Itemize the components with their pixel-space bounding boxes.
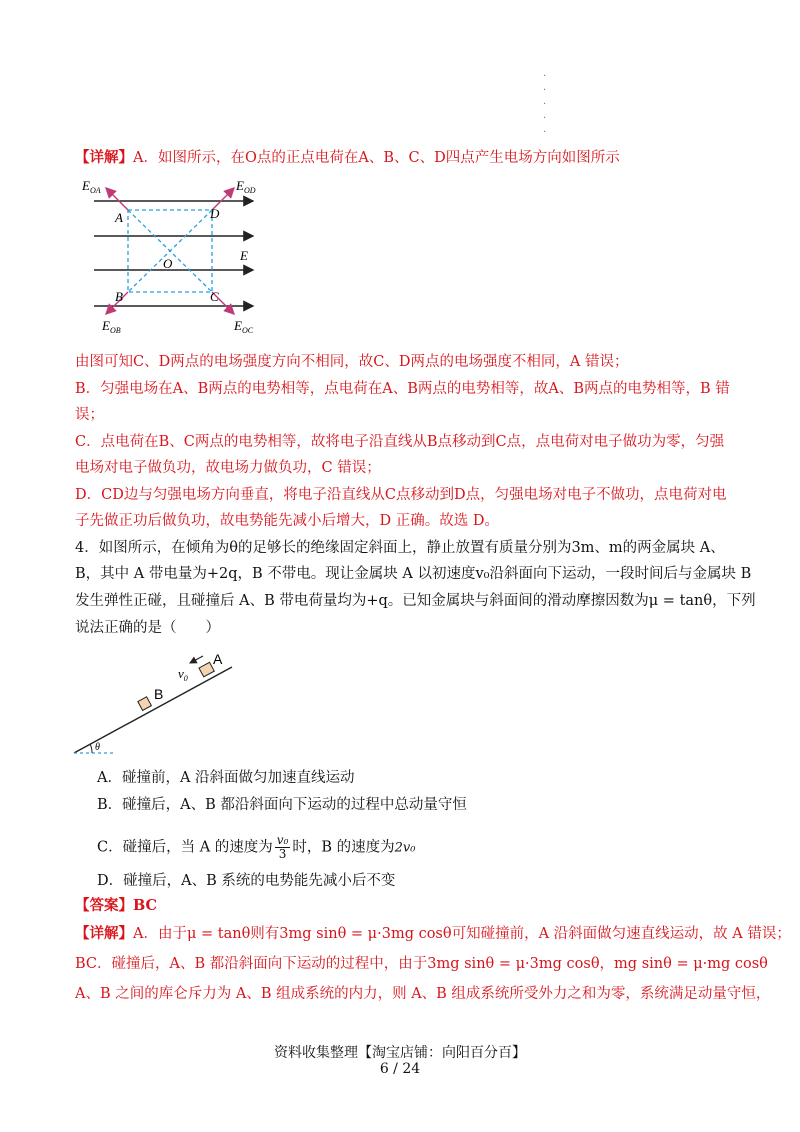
label-o: O — [163, 256, 173, 271]
analysis-line-3b: 电场对电子做负功，故电场力做负功，C 错误； — [75, 460, 381, 476]
svg-text:EOC — [233, 318, 254, 335]
block-b — [138, 697, 152, 711]
option-c-pre: C．碰撞后，当 A 的速度为 — [97, 839, 273, 856]
option-c — [97, 834, 740, 861]
velocity-arrow — [190, 656, 203, 663]
option-c-mid: 时，B 的速度为 — [292, 839, 395, 856]
fraction-num: v₀ — [276, 833, 289, 847]
label-b: B — [154, 686, 164, 702]
label-v0-sub: 0 — [183, 674, 188, 683]
svg-text:EOA — [81, 178, 101, 195]
analysis-line-2a: B．匀强电场在A、B两点的电势相等，点电荷在A、B两点的电势相等，故A、B两点的电势相等，B 错 — [75, 381, 730, 397]
detail-intro: A．如图所示，在O点的正点电荷在A、B、C、D四点产生电场方向如图所示 — [133, 150, 620, 166]
detail-header — [75, 148, 740, 168]
label-a: A — [115, 210, 123, 225]
answer-label: 【答案】 — [75, 897, 133, 914]
margin-dots: · · · · · — [543, 71, 547, 138]
option-a: A．碰撞前，A 沿斜面做匀加速直线运动 — [97, 770, 355, 786]
label-a: A — [213, 651, 223, 667]
fraction-v0-over-3 — [275, 834, 291, 861]
label-e: E — [240, 248, 248, 263]
option-b: B．碰撞后，A、B 都沿斜面向下运动的过程中总动量守恒 — [97, 797, 467, 813]
detail2-label: 【详解】 — [75, 925, 133, 942]
label-e-oc: E — [234, 318, 242, 333]
field-arrow-oa — [106, 188, 128, 210]
question-4-line-4: 说法正确的是（ ） — [75, 620, 220, 636]
detail-label: 【详解】 — [75, 149, 133, 166]
question-4-line-3: 发生弹性正碰，且碰撞后 A、B 带电荷量均为+q。已知金属块与斜面间的滑动摩擦因数为μ = tanθ，下列 — [75, 593, 756, 609]
option-c-value: 2v₀ — [394, 840, 416, 856]
block-a — [199, 662, 214, 677]
label-e-ob-sub: OB — [109, 326, 121, 335]
page-number: 6 / 24 — [379, 1061, 421, 1077]
label-theta: θ — [95, 742, 100, 753]
analysis-line-1: 由图可知C、D两点的电场强度方向不相同，故C、D两点的电场强度不相同，A 错误； — [75, 354, 629, 370]
analysis-line-3a: C．点电荷在B、C两点的电势相等，故将电子沿直线从B点移动到C点，点电荷对电子做功为零，匀强 — [75, 434, 725, 450]
detail2-line-2: BC．碰撞后，A、B 都沿斜面向下运动的过程中，由于3mg sinθ = μ·3mg cosθ，mg sinθ = μ·mg cosθ — [75, 956, 768, 972]
answer-line — [75, 896, 740, 916]
label-e-od: E — [236, 178, 244, 193]
svg-text:EOB — [101, 318, 121, 335]
incline-surface — [74, 667, 232, 753]
question-4-line-2: B，其中 A 带电量为+2q，B 不带电。现让金属块 A 以初速度v₀沿斜面向下运动，一段时间后与金属块 B — [75, 566, 752, 582]
label-e-od-sub: OD — [243, 186, 256, 195]
fraction-den: 3 — [278, 847, 287, 861]
label-e-oa-sub: OA — [89, 186, 101, 195]
label-e-ob: E — [102, 318, 110, 333]
question-4-line-1: 4．如图所示，在倾角为θ的足够长的绝缘固定斜面上，静止放置有质量分别为3m、m的两金属块 A、 — [75, 540, 725, 556]
angle-arc — [90, 744, 92, 753]
footer-source: 资料收集整理【淘宝店铺：向阳百分百】 — [274, 1045, 526, 1061]
electric-field-diagram — [78, 176, 278, 342]
label-e-oc-sub: OC — [241, 326, 254, 335]
label-c: C — [210, 289, 219, 304]
detail2-line-3: A、B 之间的库仑斥力为 A、B 组成系统的内力，则 A、B 组成系统所受外力之和为零，系统满足动量守恒， — [75, 986, 771, 1002]
incline-diagram — [70, 645, 250, 760]
option-d: D．碰撞后，A、B 系统的电势能先减小后不变 — [97, 873, 396, 889]
analysis-line-2b: 误； — [75, 407, 104, 423]
svg-text:EOD — [235, 178, 256, 195]
label-b: B — [115, 289, 123, 304]
analysis-line-4a: D．CD边与匀强电场方向垂直，将电子沿直线从C点移动到D点，匀强电场对电子不做功，点电荷对电 — [75, 487, 727, 503]
label-e-oa: E — [82, 178, 90, 193]
detail2-line-1-text: A．由于μ = tanθ则有3mg sinθ = μ·3mg cosθ可知碰撞前，A 沿斜面做匀速直线运动，故 A 错误； — [133, 926, 791, 942]
detail2-line-1 — [75, 924, 791, 944]
label-v0: v — [178, 666, 184, 681]
label-d: D — [210, 206, 220, 221]
svg-text:v0 — [178, 666, 188, 683]
analysis-line-4b: 子先做正功后做负功，故电势能先减小后增大，D 正确。故选 D。 — [75, 513, 499, 529]
answer-value: BC — [133, 897, 158, 914]
